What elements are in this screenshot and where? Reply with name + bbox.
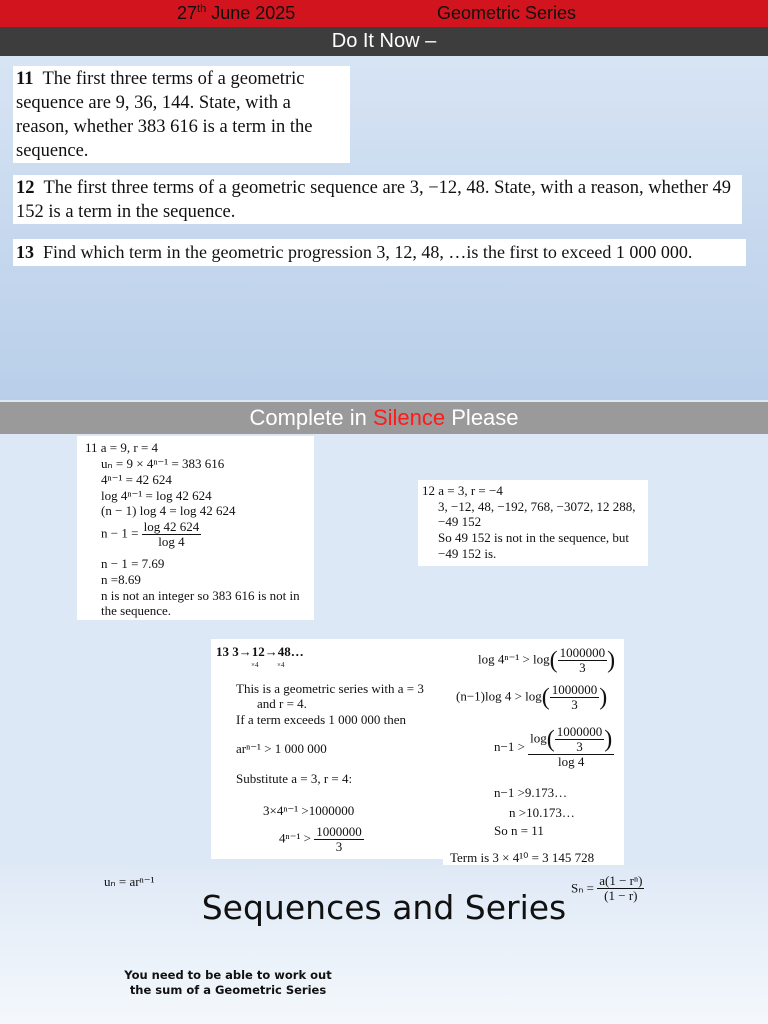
question-12: 12 The first three terms of a geometric sequence are 3, −12, 48. State, with a reason, whether 49 152 is a term in the sequence. [13,175,742,224]
question-11: 11 The first three terms of a geometric sequence are 9, 36, 144. State, with a reason, whether 383 616 is a term in the sequence. [13,66,350,163]
lesson-title: Geometric Series [437,3,577,23]
silence-banner: Complete in Silence Please [0,402,768,434]
learning-note: You need to be able to work out the sum of a Geometric Series [124,968,332,997]
answer-11: 11 a = 9, r = 4 uₙ = 9 × 4ⁿ⁻¹ = 383 616 4ⁿ⁻¹ = 42 624 log 4ⁿ⁻¹ = log 42 624 (n − 1) log 4 = log 42 624 n − 1 = $\frac{\log 42 624}{\log 4}$ n − 1 = 7.69 n =8.69 n is not an integer so 383 616 is not in the sequence. [77,436,314,620]
nth-term-formula: uₙ = arⁿ⁻¹ [104,874,155,889]
answer-12: 12 a = 3, r = −4 3, −12, 48, −192, 768, −3072, 12 288, −49 152 So 49 152 is not in the sequence, but −49 152 is. [418,480,648,566]
question-13: 13 Find which term in the geometric progression 3, 12, 48, …is the first to exceed 1 000 000. [13,239,746,266]
answer-13: 13 3→12→48… ×4 ×4 This is a geometric series with a = 3 and r = 4. If a term exceeds 1 000 000 then arⁿ⁻¹ > 1 000 000 Substitute a = 3, r = 4: 3×4ⁿ⁻¹ >1000000 4ⁿ⁻¹ > $\frac{1000000}{3}$ log 4ⁿ⁻¹ > log( $\frac{1000000}{3}$ ) (n−1)log 4 > log( $\frac{1000000}{3}$ ) n−1 > log( $\frac{1000000}{3}$ ) log 4 n−1 >9.173… n >10.173… So n = 11 [211,639,624,859]
silence-word: Silence [372,405,446,430]
do-it-now-heading: Do It Now – [0,27,768,56]
section-title: Sequences and Series [201,888,567,927]
sum-formula: Sₙ = $\frac{\text{a(1 − rⁿ)}}{(1 - r)}$ [571,873,643,903]
lesson-date: 27th June 2025 [177,3,296,23]
header-bar [0,0,768,27]
answer-13-result: Term is 3 × 4¹⁰ = 3 145 728 [443,848,624,866]
